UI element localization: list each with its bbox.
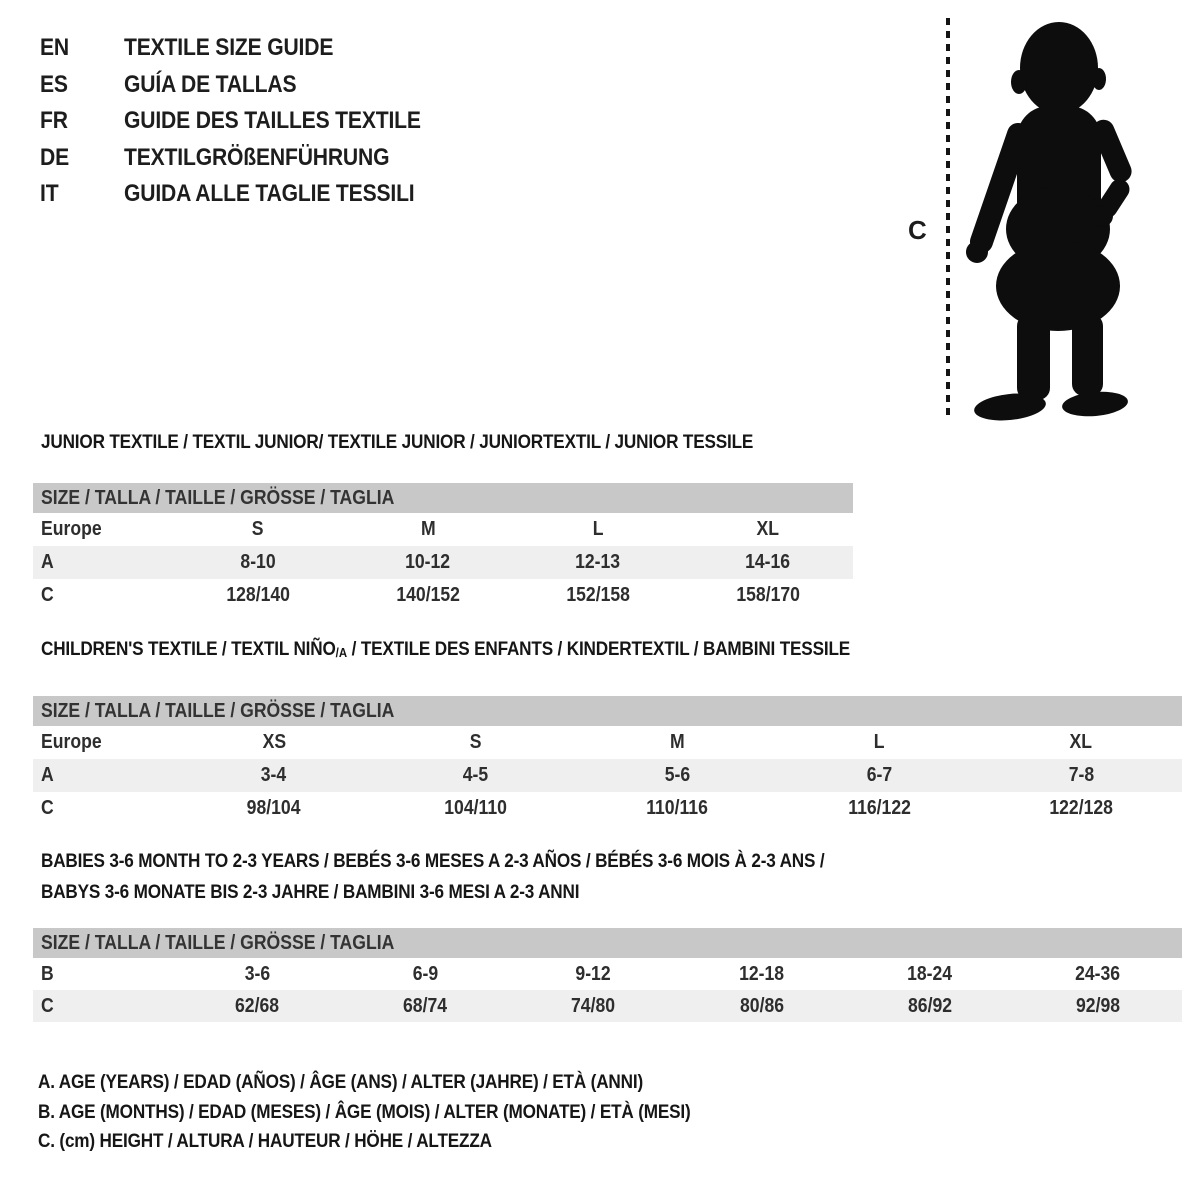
language-row-es [40, 67, 462, 104]
height-cell: 98/104 [246, 797, 301, 819]
size-cell: XL [756, 518, 780, 540]
language-header [40, 30, 462, 213]
row-label: B [41, 963, 54, 985]
age-cell: 4-5 [462, 764, 489, 786]
height-cell: 68/74 [403, 995, 448, 1017]
baby-silhouette-icon [962, 16, 1140, 422]
row-label: A [41, 764, 54, 786]
age-cell: 9-12 [575, 963, 612, 985]
size-cell: L [592, 518, 604, 540]
row-label: C [41, 995, 54, 1017]
size-header-row: SIZE / TALLA / TAILLE / GRÖSSE / TAGLIA [33, 483, 853, 513]
age-cell: 7-8 [1068, 764, 1094, 786]
age-cell: 12-18 [739, 963, 785, 985]
language-row-en [40, 30, 462, 67]
legend-age-years: A. AGE (YEARS) / EDAD (AÑOS) / ÂGE (ANS) / ALTER (JAHRE) / ETÀ (ANNI) [38, 1071, 643, 1093]
language-row-it [40, 176, 462, 213]
table-row-age-months [33, 958, 1182, 990]
junior-size-table [33, 483, 853, 612]
legend-age-months: B. AGE (MONTHS) / EDAD (MESES) / ÂGE (MOIS) / ALTER (MONATE) / ETÀ (MESI) [38, 1100, 691, 1123]
section-junior-textile [33, 430, 853, 612]
row-label: A [41, 551, 54, 573]
table-row-age-years [33, 759, 1182, 792]
section-childrens-textile [33, 637, 1182, 825]
age-cell: 6-9 [412, 963, 438, 985]
height-cell: 80/86 [739, 995, 784, 1017]
legend-height-cm: C. (cm) HEIGHT / ALTURA / HAUTEUR / HÖHE / ALTEZZA [38, 1130, 492, 1152]
language-row-fr [40, 103, 462, 140]
table-row-height-cm [33, 792, 1182, 825]
height-cell: 74/80 [571, 995, 616, 1017]
size-cell: XS [262, 731, 286, 753]
section-title-junior: JUNIOR TEXTILE / TEXTIL JUNIOR/ TEXTILE JUNIOR / JUNIORTEXTIL / JUNIOR TESSILE [41, 431, 754, 453]
height-dashed-line-icon [946, 18, 950, 418]
language-code: EN [40, 34, 69, 61]
size-cell: M [670, 731, 685, 753]
language-code: ES [40, 70, 68, 98]
height-measure-label: C [908, 215, 927, 245]
height-cell: 152/158 [566, 584, 630, 606]
height-cell: 128/140 [226, 584, 290, 606]
size-header-row: SIZE / TALLA / TAILLE / GRÖSSE / TAGLIA [33, 928, 1182, 958]
row-label: Europe [41, 731, 102, 753]
age-cell: 14-16 [745, 551, 791, 573]
row-label: C [41, 797, 54, 819]
height-cell: 140/152 [396, 584, 460, 606]
table-row-europe [33, 513, 853, 546]
height-cell: 122/128 [1049, 797, 1113, 819]
age-cell: 6-7 [866, 764, 892, 786]
row-label: C [41, 584, 54, 606]
size-cell: S [252, 518, 264, 540]
height-cell: 110/116 [646, 797, 709, 819]
size-cell: L [873, 731, 885, 753]
guide-title-en: TEXTILE SIZE GUIDE [124, 34, 334, 61]
table-row-europe [33, 726, 1182, 759]
guide-title-fr: GUIDE DES TAILLES TEXTILE [124, 107, 422, 135]
language-row-de [40, 140, 462, 177]
height-cell: 86/92 [907, 995, 952, 1017]
guide-title-it: GUIDA ALLE TAGLIE TESSILI [124, 180, 415, 208]
row-label: Europe [41, 518, 102, 540]
language-code: FR [40, 107, 68, 135]
height-cell: 104/110 [444, 797, 508, 819]
age-cell: 24-36 [1075, 963, 1121, 985]
section-title-children: CHILDREN'S TEXTILE / TEXTIL NIÑO/A / TEXTILE DES ENFANTS / KINDERTEXTIL / BAMBINI TESSILE [41, 638, 851, 660]
height-cell: 92/98 [1075, 995, 1120, 1017]
section-babies-textile [33, 846, 1182, 1022]
guide-title-es: GUÍA DE TALLAS [124, 70, 297, 98]
age-cell: 3-4 [261, 764, 287, 786]
height-cell: 116/122 [847, 797, 911, 819]
table-row-height-cm [33, 990, 1182, 1022]
height-cell: 158/170 [736, 584, 800, 606]
table-row-height-cm [33, 579, 853, 612]
babies-size-table [33, 928, 1182, 1022]
size-header-row: SIZE / TALLA / TAILLE / GRÖSSE / TAGLIA [33, 696, 1182, 726]
table-row-age-years [33, 546, 853, 579]
children-size-table [33, 696, 1182, 825]
age-cell: 18-24 [907, 963, 953, 985]
language-code: DE [40, 143, 69, 171]
age-cell: 10-12 [405, 551, 451, 573]
height-cell: 62/68 [235, 995, 280, 1017]
age-cell: 12-13 [575, 551, 621, 573]
size-cell: S [469, 731, 482, 753]
age-cell: 8-10 [240, 551, 276, 573]
nino-a-subscript: /A [335, 645, 348, 660]
age-cell: 3-6 [244, 963, 270, 985]
section-title-babies: BABIES 3-6 MONTH TO 2-3 YEARS / BEBÉS 3-6 MESES A 2-3 AÑOS / BÉBÉS 3-6 MOIS À 2-3 ANS / BABYS 3-6 MONATE BIS 2-3 JAHRE / BAMBINI 3-6 MESI A 2-3 ANNI [41, 850, 825, 903]
size-cell: M [420, 518, 436, 540]
guide-title-de: TEXTILGRÖßENFÜHRUNG [124, 143, 390, 171]
size-cell: XL [1069, 731, 1093, 753]
measure-legend [38, 1068, 780, 1157]
language-code: IT [40, 180, 59, 208]
age-cell: 5-6 [664, 764, 691, 786]
